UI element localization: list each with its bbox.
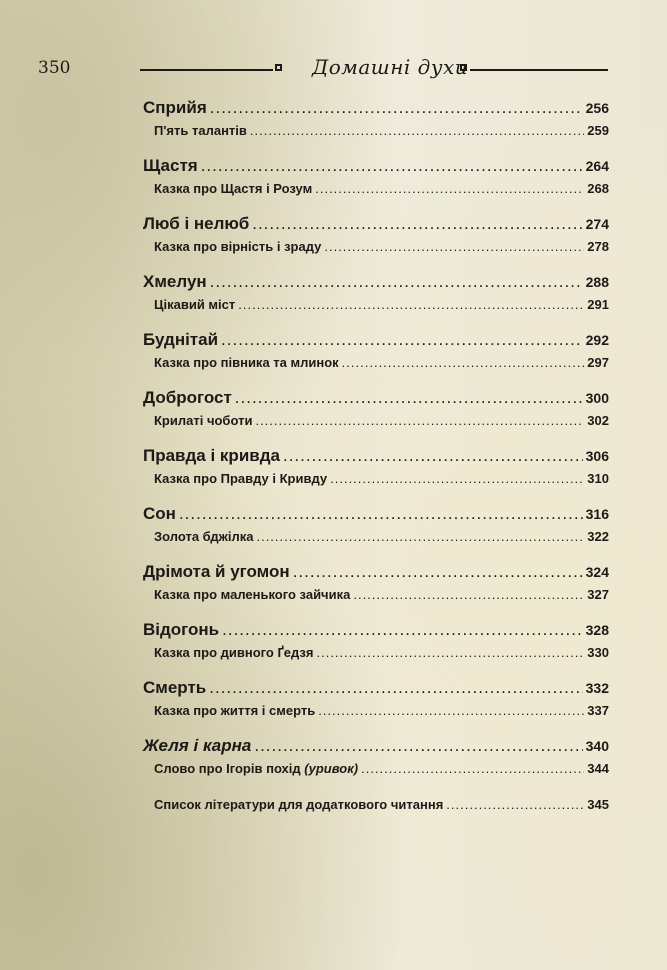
toc-entry[interactable] xyxy=(143,269,609,294)
toc-subentry[interactable] xyxy=(143,410,609,432)
leader-dots xyxy=(235,385,583,410)
toc-entry-page: 340 xyxy=(585,738,609,754)
leader-dots xyxy=(221,327,583,352)
toc-subentry[interactable] xyxy=(143,294,609,316)
toc-entry-page: 316 xyxy=(585,506,609,522)
toc-subentry-title: Казка про маленького зайчика xyxy=(154,587,351,602)
toc-subentry-page: 337 xyxy=(587,703,609,718)
toc-subentry-title: Казка про Правду і Кривду xyxy=(154,471,328,486)
leader-dots xyxy=(179,501,583,526)
page-header xyxy=(0,52,667,86)
toc-subentry-title: Казка про вірність і зраду xyxy=(154,239,322,254)
toc-entry-title: Доброгост xyxy=(143,388,232,407)
toc-group xyxy=(143,153,609,200)
leader-dots xyxy=(316,642,584,664)
leader-dots xyxy=(361,758,584,780)
leader-dots xyxy=(238,294,584,316)
leader-dots xyxy=(293,559,583,584)
header-ornament-right xyxy=(460,64,467,71)
toc-entry-title: Дрімота й угомон xyxy=(143,562,290,581)
toc-entry-title: Правда і кривда xyxy=(143,446,280,465)
toc-subentry-page: 268 xyxy=(587,181,609,196)
bibliography-entry[interactable] xyxy=(143,794,609,816)
page-number: 350 xyxy=(38,58,71,78)
toc-entry-title: Хмелун xyxy=(143,272,207,291)
toc-group xyxy=(143,733,609,780)
toc-subentry-title: Крилаті чоботи xyxy=(154,413,253,428)
toc-subentry[interactable] xyxy=(143,178,609,200)
toc-entry-page: 332 xyxy=(585,680,609,696)
toc-subentry[interactable] xyxy=(143,758,609,780)
toc-subentry[interactable] xyxy=(143,642,609,664)
toc-entry[interactable] xyxy=(143,675,609,700)
leader-dots xyxy=(315,178,584,200)
toc-entry-page: 288 xyxy=(585,274,609,290)
header-ornament-left xyxy=(275,64,282,71)
toc-entry[interactable] xyxy=(143,153,609,178)
toc-subentry-page: 330 xyxy=(587,645,609,660)
toc-subentry-page: 297 xyxy=(587,355,609,370)
toc-entry[interactable] xyxy=(143,617,609,642)
leader-dots xyxy=(222,617,583,642)
toc-entry[interactable] xyxy=(143,211,609,236)
leader-dots xyxy=(342,352,585,374)
toc-entry-title: Сприйя xyxy=(143,98,207,117)
toc-subentry-title: Казка про Щастя і Розум xyxy=(154,181,313,196)
toc-subentry-page: 302 xyxy=(587,413,609,428)
leader-dots xyxy=(252,211,582,236)
toc-subentry-page: 291 xyxy=(587,297,609,312)
toc-entry[interactable] xyxy=(143,327,609,352)
toc-entry-title: Відогонь xyxy=(143,620,220,639)
toc-subentry-page: 278 xyxy=(587,239,609,254)
toc-group xyxy=(143,501,609,548)
toc-group xyxy=(143,95,609,142)
toc-subentry-title: Казка про півника та млинок xyxy=(154,355,339,370)
toc-subentry[interactable] xyxy=(143,352,609,374)
leader-dots xyxy=(324,236,584,258)
toc-subentry[interactable] xyxy=(143,700,609,722)
toc-entry-page: 324 xyxy=(585,564,609,580)
toc-entry[interactable] xyxy=(143,501,609,526)
toc-group xyxy=(143,617,609,664)
toc-subentry-title: Казка про дивного Ґедзя xyxy=(154,645,314,660)
leader-dots xyxy=(283,443,583,468)
toc-entry-title: Смерть xyxy=(143,678,207,697)
toc-entry-page: 256 xyxy=(585,100,609,116)
toc-group xyxy=(143,675,609,722)
toc-subentry-title: Цікавий міст xyxy=(154,297,236,312)
toc-group xyxy=(143,443,609,490)
toc-subentry[interactable] xyxy=(143,120,609,142)
toc-entry-title: Буднітай xyxy=(143,330,219,349)
toc-subentry-title: Казка про життя і смерть xyxy=(154,703,316,718)
toc-group xyxy=(143,327,609,374)
toc-entry[interactable] xyxy=(143,385,609,410)
toc-subentry-title: Слово про Ігорів похід xyxy=(154,761,301,776)
leader-dots xyxy=(254,733,582,758)
toc-subentry-title: П'ять талантів xyxy=(154,123,247,138)
toc-subentry-page: 322 xyxy=(587,529,609,544)
leader-dots xyxy=(210,269,583,294)
toc-entry-page: 306 xyxy=(585,448,609,464)
toc-subentry[interactable] xyxy=(143,584,609,606)
leader-dots xyxy=(250,120,584,142)
table-of-contents xyxy=(143,95,609,816)
toc-subentry-page: 344 xyxy=(587,761,609,776)
toc-entry[interactable] xyxy=(143,443,609,468)
leader-dots xyxy=(353,584,584,606)
header-rule-left xyxy=(140,69,273,71)
toc-entry-page: 300 xyxy=(585,390,609,406)
toc-entry-page: 274 xyxy=(585,216,609,232)
toc-subentry-note: (уривок) xyxy=(304,761,359,776)
toc-entry-title: Желя і карна xyxy=(143,736,252,755)
toc-entry[interactable] xyxy=(143,95,609,120)
toc-entry-page: 264 xyxy=(585,158,609,174)
bibliography-title: Список літератури для додаткового читання xyxy=(154,797,444,812)
toc-entry-title: Люб і нелюб xyxy=(143,214,250,233)
toc-entry-title: Щастя xyxy=(143,156,198,175)
toc-group xyxy=(143,211,609,258)
toc-subentry[interactable] xyxy=(143,236,609,258)
toc-subentry[interactable] xyxy=(143,526,609,548)
header-rule-right xyxy=(470,69,608,71)
toc-subentry-page: 259 xyxy=(587,123,609,138)
toc-entry[interactable] xyxy=(143,559,609,584)
toc-subentry-page: 310 xyxy=(587,471,609,486)
toc-entry-title: Сон xyxy=(143,504,176,523)
leader-dots xyxy=(446,794,584,816)
toc-subentry-page: 327 xyxy=(587,587,609,602)
toc-group xyxy=(143,269,609,316)
leader-dots xyxy=(209,675,582,700)
toc-entry-page: 292 xyxy=(585,332,609,348)
toc-entry[interactable] xyxy=(143,733,609,758)
bibliography-page: 345 xyxy=(587,797,609,812)
toc-subentry[interactable] xyxy=(143,468,609,490)
leader-dots xyxy=(318,700,584,722)
leader-dots xyxy=(255,410,584,432)
toc-subentry-title: Золота бджілка xyxy=(154,529,254,544)
running-title: Домашні духи xyxy=(312,55,469,79)
toc-group xyxy=(143,559,609,606)
toc-entry-page: 328 xyxy=(585,622,609,638)
leader-dots xyxy=(330,468,584,490)
leader-dots xyxy=(210,95,583,120)
toc-group xyxy=(143,385,609,432)
leader-dots xyxy=(201,153,583,178)
leader-dots xyxy=(256,526,584,548)
